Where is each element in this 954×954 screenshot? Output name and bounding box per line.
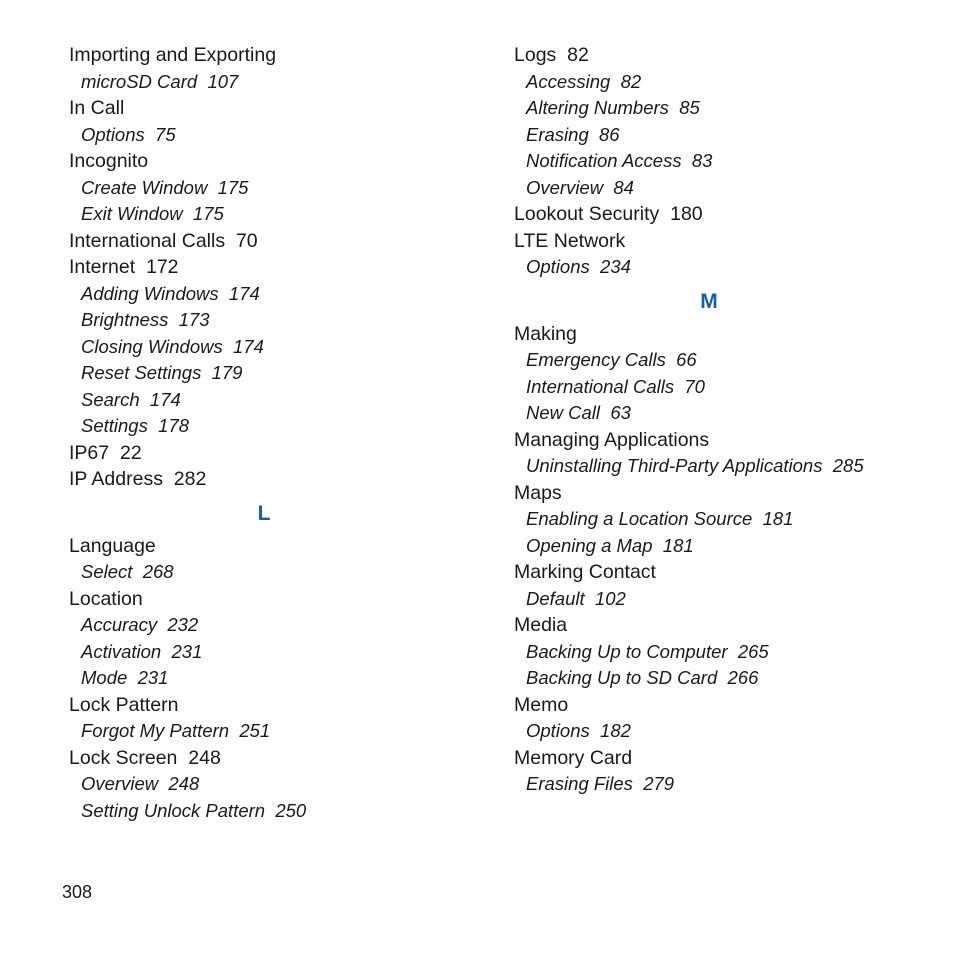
index-subentry [514, 122, 934, 149]
index-subentry-term: Accuracy [81, 614, 158, 635]
index-entry-term: In Call [69, 97, 125, 119]
index-subentry-term: Options [526, 720, 590, 741]
index-subentry-term: Options [526, 256, 590, 277]
index-entry-term: Lookout Security [514, 203, 660, 225]
section-letter-heading: M [700, 289, 718, 313]
index-subentry [69, 718, 489, 745]
index-entry-page: 282 [173, 468, 207, 490]
index-subentry [514, 347, 934, 374]
index-entry-page: 22 [119, 441, 142, 464]
index-subentry [514, 148, 934, 175]
index-subentry-page: 175 [192, 203, 224, 224]
index-subentry-page: 175 [217, 176, 249, 198]
index-subentry-page: 173 [178, 309, 210, 330]
index-subentry-page: 232 [167, 614, 199, 635]
index-entry [69, 42, 489, 69]
index-subentry-term: Forgot My Pattern [81, 720, 230, 741]
index-subentry-term: Uninstalling Third-Party Applications [526, 455, 823, 476]
index-subentry [69, 69, 489, 96]
index-entry-term: Lock Screen [69, 746, 178, 769]
index-entry [69, 254, 489, 281]
index-entry [514, 745, 934, 772]
index-entry-term: International Calls [69, 229, 226, 252]
index-subentry [514, 175, 934, 202]
index-entry-term: Location [69, 587, 143, 610]
index-subentry [69, 612, 489, 639]
index-entry-page: 248 [188, 746, 221, 769]
index-subentry [514, 718, 934, 745]
index-subentry-page: 231 [137, 667, 169, 688]
index-entry-page: 172 [145, 256, 179, 278]
index-subentry-page: 234 [600, 256, 631, 277]
index-entry-term: Memo [514, 693, 569, 716]
index-entry-term: Lock Pattern [69, 693, 179, 716]
index-subentry-page: 279 [643, 773, 675, 794]
index-subentry-page: 174 [149, 388, 181, 410]
index-subentry-term: Mode [81, 667, 128, 688]
index-entry [69, 228, 489, 255]
index-subentry-term: New Call [526, 402, 601, 423]
index-entry [69, 95, 489, 122]
index-subentry-term: Create Window [81, 176, 208, 198]
index-subentry [514, 254, 934, 281]
index-entry-page: 82 [567, 44, 589, 66]
index-entry [514, 201, 934, 228]
index-subentry-term: Closing Windows [81, 335, 223, 357]
index-entry [514, 321, 934, 348]
index-subentry-page: 178 [158, 415, 190, 436]
index-subentry [514, 771, 934, 798]
index-subentry-term: Activation [81, 640, 162, 662]
index-subentry-page: 251 [239, 720, 271, 741]
index-subentry-term: Erasing Files [526, 773, 633, 794]
index-subentry [514, 453, 934, 480]
index-subentry-term: Exit Window [81, 203, 183, 224]
index-subentry-page: 102 [594, 587, 626, 609]
index-subentry-page: 265 [737, 640, 769, 662]
index-entry-term: Media [514, 614, 568, 636]
index-subentry [514, 69, 934, 96]
index-entry [514, 228, 934, 255]
index-subentry-page: 231 [171, 640, 203, 662]
index-entry [514, 559, 934, 586]
index-subentry-term: Search [81, 388, 140, 410]
index-entry [514, 42, 934, 69]
index-subentry [514, 506, 934, 533]
index-subentry-page: 179 [211, 362, 243, 383]
index-subentry-page: 250 [275, 799, 307, 821]
index-entry-term: LTE Network [514, 229, 626, 252]
index-subentry-term: Enabling a Location Source [526, 508, 753, 529]
section-letter-heading: L [257, 501, 271, 525]
index-entry-term: Importing and Exporting [69, 44, 277, 66]
index-entry-term: Managing Applications [514, 428, 710, 451]
index-subentry-page: 85 [679, 97, 700, 118]
index-subentry-page: 107 [207, 70, 239, 92]
index-subentry-page: 75 [155, 123, 176, 145]
index-subentry-term: Altering Numbers [526, 97, 669, 118]
index-subentry-term: Adding Windows [81, 282, 219, 304]
index-entry [514, 612, 934, 639]
index-entry-term: IP67 [69, 441, 110, 464]
index-subentry-term: International Calls [526, 375, 675, 397]
index-subentry-page: 268 [142, 561, 174, 582]
index-subentry-term: Select [81, 561, 133, 582]
index-subentry [69, 360, 489, 387]
index-subentry [69, 281, 489, 308]
index-entry-term: Incognito [69, 150, 149, 172]
index-subentry-term: Emergency Calls [526, 349, 666, 370]
index-subentry-page: 66 [676, 349, 697, 370]
index-subentry-term: Overview [81, 773, 159, 794]
index-subentry [514, 665, 934, 692]
index-subentry-term: Reset Settings [81, 362, 202, 383]
index-subentry-term: Options [81, 123, 145, 145]
index-subentry-page: 83 [691, 150, 713, 171]
index-subentry [69, 771, 489, 798]
index-entry-term: Marking Contact [514, 561, 656, 583]
index-entry [69, 745, 489, 772]
index-subentry-term: Default [526, 587, 585, 609]
index-subentry-term: Settings [81, 415, 148, 436]
index-entry [69, 148, 489, 175]
index-subentry [69, 559, 489, 586]
index-subentry-page: 181 [662, 534, 694, 556]
index-subentry [514, 95, 934, 122]
index-subentry-term: Erasing [526, 123, 589, 145]
index-subentry-page: 285 [832, 455, 864, 476]
index-subentry-page: 63 [610, 402, 631, 423]
index-subentry-term: Backing Up to Computer [526, 640, 728, 662]
index-subentry-page: 70 [684, 375, 705, 397]
index-subentry [69, 665, 489, 692]
index-column-right [514, 42, 934, 798]
index-entry-page: 180 [670, 203, 703, 225]
index-entry [69, 440, 489, 467]
index-entry-term: Language [69, 534, 156, 557]
index-subentry [69, 201, 489, 228]
index-subentry-page: 82 [620, 70, 642, 92]
index-subentry [69, 413, 489, 440]
page-number: 308 [62, 882, 93, 902]
index-subentry-page: 182 [600, 720, 631, 741]
index-subentry-page: 86 [599, 123, 620, 145]
index-entry [69, 533, 489, 560]
index-subentry-page: 248 [168, 773, 200, 794]
index-subentry-term: Setting Unlock Pattern [81, 799, 266, 821]
index-subentry-term: Accessing [526, 70, 611, 92]
index-entry [69, 586, 489, 613]
index-entry-term: IP Address [69, 468, 163, 490]
index-subentry [514, 639, 934, 666]
index-subentry-term: microSD Card [81, 70, 198, 92]
index-subentry-term: Notification Access [526, 150, 682, 171]
index-subentry-term: Opening a Map [526, 534, 653, 556]
index-subentry [69, 639, 489, 666]
index-entry-term: Internet [69, 256, 136, 278]
index-subentry [69, 798, 489, 825]
index-entry-page: 70 [235, 229, 258, 252]
index-subentry [514, 586, 934, 613]
index-entry-term: Making [514, 322, 577, 345]
index-subentry [69, 122, 489, 149]
index-entry [514, 692, 934, 719]
index-subentry-term: Overview [526, 176, 604, 198]
index-entry-term: Maps [514, 481, 562, 504]
index-subentry [69, 175, 489, 202]
index-subentry-page: 266 [727, 667, 759, 688]
index-subentry [514, 533, 934, 560]
index-subentry [69, 387, 489, 414]
index-entry-term: Memory Card [514, 746, 633, 769]
index-subentry [514, 374, 934, 401]
index-entry [514, 427, 934, 454]
index-subentry-term: Brightness [81, 309, 169, 330]
index-subentry [69, 307, 489, 334]
index-subentry-page: 174 [228, 282, 260, 304]
index-column-left [69, 42, 489, 824]
index-subentry [514, 400, 934, 427]
index-entry-term: Logs [514, 44, 557, 66]
index-subentry [69, 334, 489, 361]
index-entry [514, 480, 934, 507]
index-entry [69, 692, 489, 719]
index-subentry-page: 181 [762, 508, 794, 529]
index-subentry-term: Backing Up to SD Card [526, 667, 718, 688]
index-subentry-page: 174 [233, 335, 264, 357]
index-subentry-page: 84 [613, 176, 634, 198]
index-entry [69, 466, 489, 493]
